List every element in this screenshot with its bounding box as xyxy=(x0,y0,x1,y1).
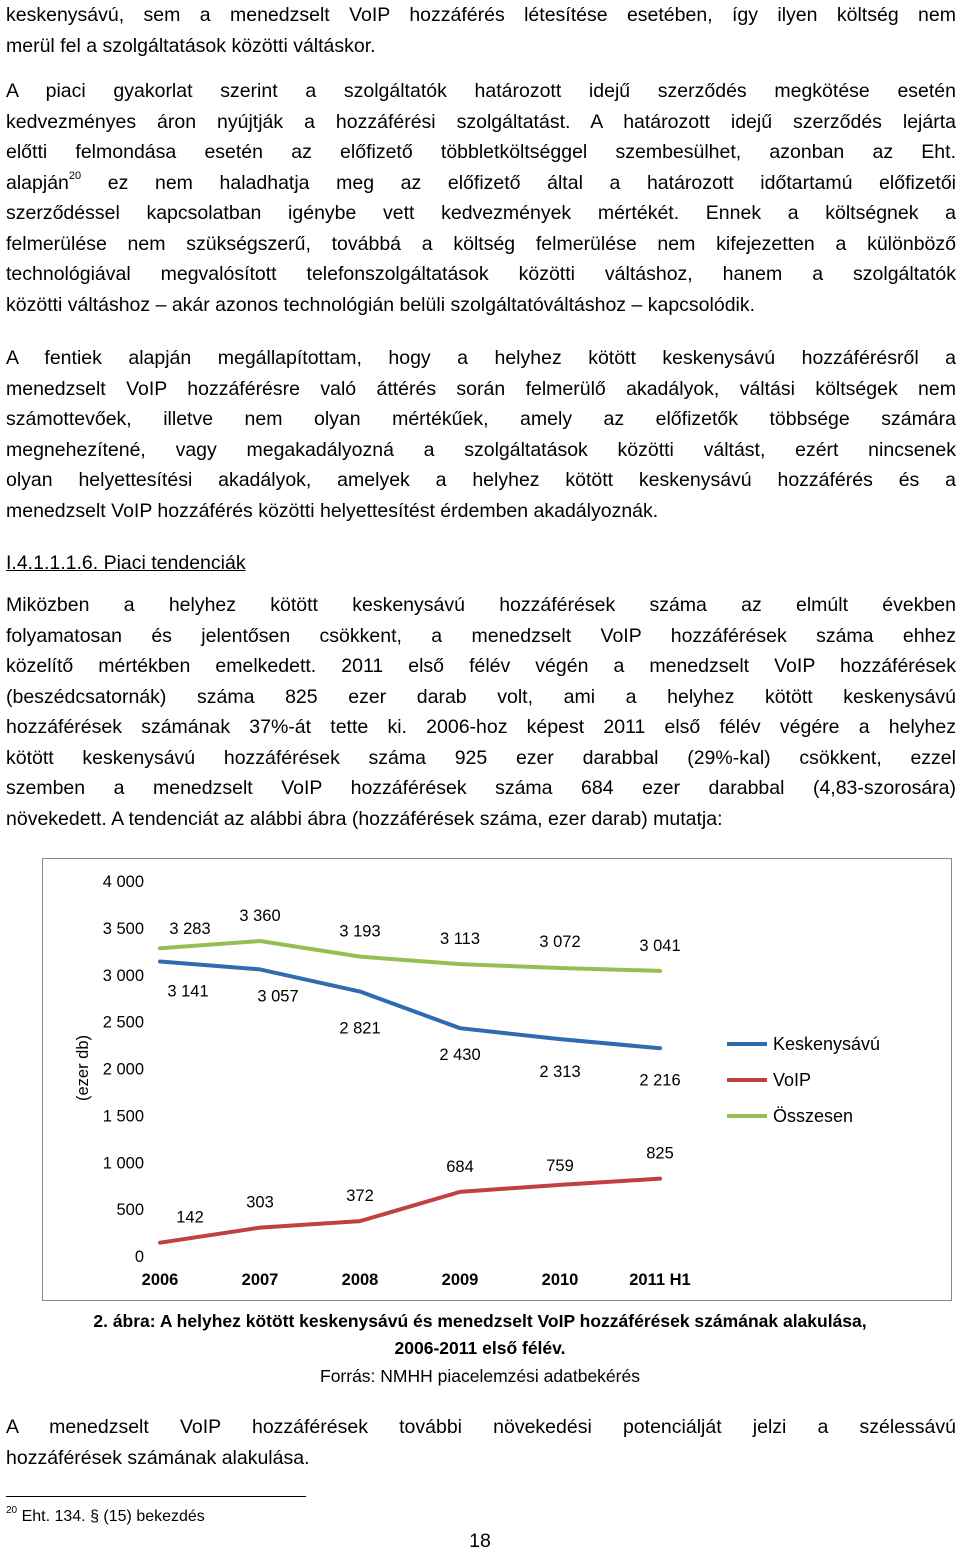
x-tick-label: 2011 H1 xyxy=(629,1271,691,1289)
legend-label: Keskenysávú xyxy=(773,1034,881,1054)
series-line-2 xyxy=(160,1179,660,1243)
text-line: növekedett. A tendenciát az alábbi ábra (hozzáférések száma, ezer darab) mutatja: xyxy=(6,807,723,830)
data-label: 684 xyxy=(446,1157,474,1176)
legend-label: Összesen xyxy=(773,1106,854,1126)
y-tick-label: 500 xyxy=(116,1201,144,1220)
text-line: folyamatosan és jelentősen csökkent, a menedzselt VoIP hozzáférések száma ehhez xyxy=(6,624,956,647)
x-tick-label: 2006 xyxy=(141,1271,179,1289)
footnote xyxy=(6,1506,205,1528)
text-line: (beszédcsatornák) száma 825 ezer darab volt, ami a helyhez kötött keskenysávú xyxy=(6,685,956,708)
data-label: 2 821 xyxy=(339,1019,381,1038)
data-label: 3 193 xyxy=(339,922,381,941)
paragraph-1 xyxy=(6,0,956,61)
data-label: 3 141 xyxy=(167,982,209,1001)
y-tick-label: 3 000 xyxy=(102,966,144,985)
text-line: merül fel a szolgáltatások közötti váltáskor. xyxy=(6,34,376,57)
section-heading: I.4.1.1.1.6. Piaci tendenciák xyxy=(6,552,246,574)
text-line: menedzselt VoIP hozzáférésre való áttérés során felmerülő akadályok, váltási költségek nem xyxy=(6,377,956,400)
figure-caption-line-2: 2006-2011 első félév. xyxy=(394,1338,566,1358)
y-axis-label: (ezer db) xyxy=(74,1034,92,1102)
data-label: 2 430 xyxy=(439,1046,481,1065)
text-line: menedzselt VoIP hozzáférés közötti helyettesítést érdemben akadályoznák. xyxy=(6,499,659,522)
text-line: szerződéssel kapcsolatban igénybe vett kedvezmények mértékét. Ennek a költségnek a xyxy=(6,202,956,224)
x-tick-label: 2010 xyxy=(541,1271,579,1289)
y-tick-label: 1 500 xyxy=(102,1107,144,1126)
data-label: 3 360 xyxy=(239,907,281,925)
data-label: 372 xyxy=(346,1187,374,1206)
data-label: 2 313 xyxy=(539,1063,581,1082)
data-label: 142 xyxy=(176,1208,204,1227)
text-line: technológiával megvalósított telefonszolgáltatások közötti váltáshoz, hanem a szolgáltatók xyxy=(6,263,956,285)
data-label: 759 xyxy=(546,1156,574,1175)
x-tick-label: 2007 xyxy=(241,1271,279,1289)
legend-label: VoIP xyxy=(773,1070,812,1090)
text-line: számottevőek, illetve nem olyan mértékűek, amely az előfizetők többsége számára xyxy=(6,408,956,430)
x-tick-label: 2009 xyxy=(441,1271,479,1289)
text-line: hozzáférések számának alakulása. xyxy=(6,1446,310,1469)
data-label: 303 xyxy=(246,1193,274,1212)
paragraph-4 xyxy=(6,590,956,834)
text-line: kedvezményes áron nyújtják a hozzáférési szolgáltatást. A határozott idejű szerződés lejárta xyxy=(6,110,956,133)
footnote-reference[interactable]: 20 xyxy=(68,170,82,182)
text-line: A piaci gyakorlat szerint a szolgáltatók határozott idejű szerződés megkötése esetén xyxy=(6,80,956,102)
text-fragment: alapján xyxy=(6,171,69,194)
text-line-with-footnote xyxy=(6,168,956,199)
y-tick-label: 1 000 xyxy=(102,1154,144,1173)
data-label: 825 xyxy=(646,1144,674,1163)
line-chart xyxy=(42,858,952,1301)
chart-svg xyxy=(43,859,951,1300)
text-line: szemben a menedzselt VoIP hozzáférések száma 684 ezer darabbal (4,83-szorosára) xyxy=(6,777,956,799)
x-tick-label: 2008 xyxy=(341,1271,379,1289)
page-number: 18 xyxy=(469,1530,491,1552)
y-tick-label: 0 xyxy=(134,1248,144,1266)
figure-source: Forrás: NMHH piacelemzési adatbekérés xyxy=(320,1366,640,1386)
text-line: Miközben a helyhez kötött keskenysávú hozzáférések száma az elmúlt években xyxy=(6,594,956,616)
y-tick-label: 2 500 xyxy=(102,1013,144,1032)
text-line: előtti felmondása esetén az előfizető többletköltséggel szembesülhet, azonban az Eht. xyxy=(6,141,956,163)
text-line: közelítő mértékben emelkedett. 2011 első félév végén a menedzselt VoIP hozzáférések xyxy=(6,655,956,677)
data-label: 3 283 xyxy=(169,920,211,939)
text-line: olyan helyettesítési akadályok, amelyek a helyhez kötött keskenysávú hozzáférés és a xyxy=(6,469,956,491)
data-label: 3 041 xyxy=(639,936,681,955)
figure-caption-line-1: 2. ábra: A helyhez kötött keskenysávú és menedzselt VoIP hozzáférések számának alakulása, xyxy=(93,1311,867,1331)
paragraph-5 xyxy=(6,1412,956,1473)
footnote-text: Eht. 134. § (15) bekezdés xyxy=(21,1508,205,1525)
text-line: A fentiek alapján megállapítottam, hogy a helyhez kötött keskenysávú hozzáférésről a xyxy=(6,347,956,369)
footnote-separator xyxy=(6,1496,306,1497)
text-line: hozzáférések számának 37%-át tette ki. 2006-hoz képest 2011 első félév végére a helyhez xyxy=(6,716,956,738)
y-tick-label: 4 000 xyxy=(102,873,144,891)
data-label: 3 057 xyxy=(257,987,299,1006)
text-line: megnehezítené, vagy megakadályozná a szolgáltatások közötti váltást, ezért nincsenek xyxy=(6,438,956,461)
data-label: 3 072 xyxy=(539,933,581,951)
text-line: A menedzselt VoIP hozzáférések további növekedési potenciálját jelzi a szélessávú xyxy=(6,1416,956,1438)
data-label: 3 113 xyxy=(439,930,481,949)
data-label: 2 216 xyxy=(639,1071,681,1090)
series-line-1 xyxy=(160,962,660,1049)
text-fragment: ez nem haladhatja meg az előfizető által a határozott időtartamú előfizetői xyxy=(107,171,957,194)
text-line: felmerülése nem szükségszerű, továbbá a költség felmerülése nem kifejezetten a különböző xyxy=(6,232,956,255)
text-line: kötött keskenysávú hozzáférések száma 925 ezer darabbal (29%-kal) csökkent, ezzel xyxy=(6,746,956,769)
text-line: keskenysávú, sem a menedzselt VoIP hozzáférés létesítése esetében, így ilyen költség nem xyxy=(6,4,956,26)
paragraph-2 xyxy=(6,76,956,320)
paragraph-3 xyxy=(6,343,956,526)
footnote-mark: 20 xyxy=(6,1504,18,1516)
text-line: közötti váltáshoz – akár azonos technológián belüli szolgáltatóváltáshoz – kapcsolódik. xyxy=(6,293,756,316)
y-tick-label: 3 500 xyxy=(102,919,144,938)
y-tick-label: 2 000 xyxy=(102,1060,144,1079)
